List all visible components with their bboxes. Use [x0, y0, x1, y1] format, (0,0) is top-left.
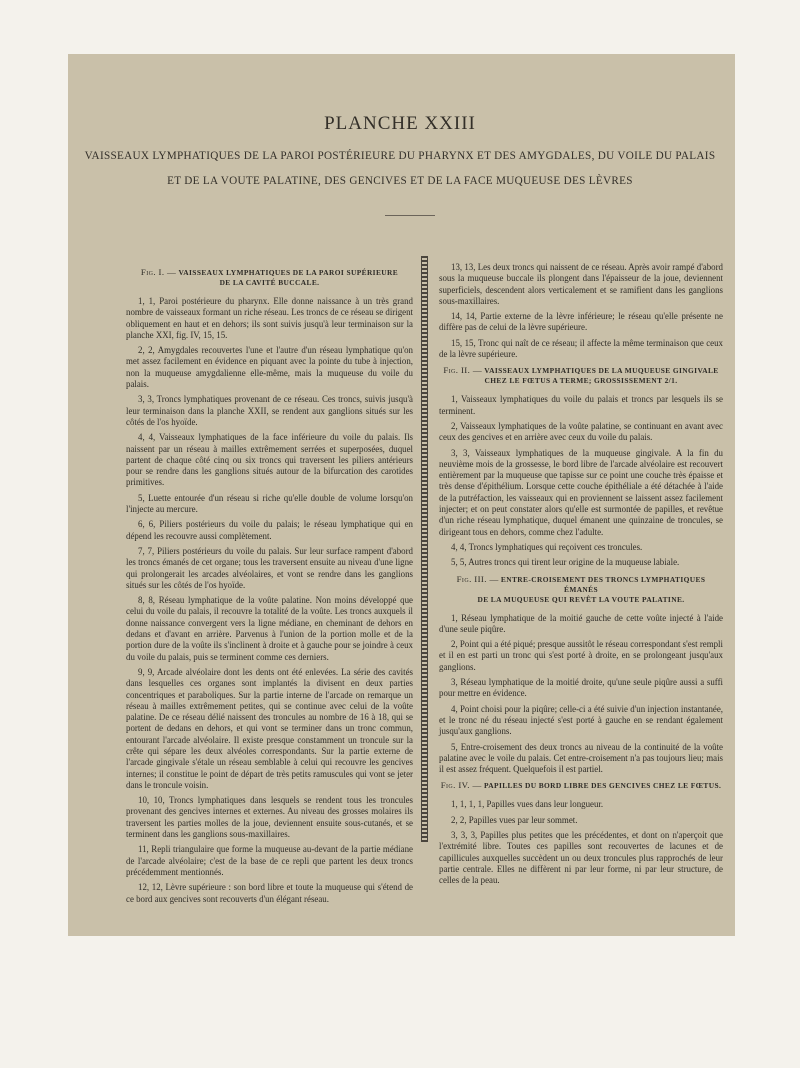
figure-4-heading [439, 780, 723, 791]
figure-2-item: 2, Vaisseaux lymphatiques de la voûte palatine, se continuant en avant avec ceux des gencives et en arrière avec ceux du voile du palais. [439, 420, 723, 443]
figure-3-item: 4, Point choisi pour la piqûre; celle-ci a été suivie d'un injection instantanée, et le tronc né du réseau injecté s'est porté à gauche en se rendant également jusqu'aux ganglions. [439, 703, 723, 737]
figure-4-item: 3, 3, 3, Papilles plus petites que les précédentes, et dont on n'aperçoit que l'extrémité libre. Toutes ces papilles sont recouvertes de lacunes et de capillicules auxquelles succèdent un ou deux troncules plus rapprochés de leur partie centrale. Elles ne diffèrent ni par leur forme, ni par leur structure, de celles de la peau. [439, 829, 723, 886]
figure-3-item: 5, Entre-croisement des deux troncs au niveau de la continuité de la voûte palatine avec le voile du palais. Cet entre-croisement n'a pas toujours lieu; mais il est assez fréquent. Quelquefois il est partiel. [439, 741, 723, 775]
figure-4-label: Fig. IV. — [440, 780, 482, 791]
figure-1-item: 6, 6, Piliers postérieurs du voile du palais; le réseau lymphatique qui en dépend les recouvre aussi complètement. [126, 519, 413, 541]
figure-3-item: 2, Point qui a été piqué; presque aussitôt le réseau correspondant s'est rempli et il en est parti un tronc qui s'est porté à droite, en se prolongeant jusqu'aux ganglions. [439, 639, 723, 672]
figure-1-item: 11, Repli triangulaire que forme la muqueuse au-devant de la partie médiane de l'arcade alvéolaire; c'est de la base de ce repli que partent les deux troncs précédemment mentionnés. [126, 844, 413, 877]
figure-2-item: 4, 4, Troncs lymphatiques qui reçoivent ces troncules. [451, 541, 643, 552]
figure-1-item: 2, 2, Amygdales recouvertes l'une et l'autre d'un réseau lymphatique qu'on met assez facilement en évidence en piquant avec la pointe du tube à injection, non la muqueuse amygdalienne elle-même, mais la muqueuse du voile du palais. [126, 345, 413, 390]
figure-1-item: 5, Luette entourée d'un réseau si riche qu'elle double de volume lorsqu'on l'injecte au mercure. [126, 492, 413, 515]
page-title: PLANCHE XXIII [324, 113, 476, 134]
figure-1-item-continued: 13, 13, Les deux troncs qui naissent de ce réseau. Après avoir rampé d'abord sous la muqueuse buccale ils plongent dans l'épaisseur de la joue, deviennent superficiels, descendent alors verticalement et se ramifient dans les ganglions sous-maxillaires. [439, 262, 723, 306]
figure-1-item: 12, 12, Lèvre supérieure : son bord libre et toute la muqueuse qui s'étend de ce bord aux gencives sont recouverts d'un élégant réseau. [126, 882, 413, 904]
figure-1-item: 8, 8, Réseau lymphatique de la voûte palatine. Non moins développé que celui du voile du palais, il recouvre la totalité de la voûte. Les troncs auxquels il donne naissance convergent vers la ligne médiane, en cheminant de dehors en dedans et d'avant en arrière. Parvenus à l'union de la portion molle et de la portion dure de la voûte ils s'inclinent à droite et à gauche pour se joindre à ceux du voile du palais, puis se terminent comme ces derniers. [126, 595, 413, 662]
figure-1-item-continued: 14, 14, Partie externe de la lèvre inférieure; le réseau qu'elle présente ne diffère pas de celui de la lèvre supérieure. [439, 311, 723, 333]
figure-1-title-a: VAISSEAUX LYMPHATIQUES DE LA PAROI SUPÉRIEURE [178, 268, 399, 277]
figure-2-item: 3, 3, Vaisseaux lymphatiques de la muqueuse gingivale. A la fin du neuvième mois de la grossesse, le bord libre de l'arcade alvéolaire est recouvert entièrement par la muqueuse que tapisse sur ce point une couche très épaisse et très dense d'épithélium. Lorsque cette couche épithéliale a été détachée à l'aide de la putréfaction, les vaisseaux qui en proviennent se laissent assez facilement injecter; et on peut constater alors qu'elle est surmontée de papilles, et revêtue d'un riche réseau lymphatique, duquel émanent une quinzaine de troncules, se dirigeant tous en dehors, comme chez l'adulte. [439, 447, 723, 537]
figure-1-item: 7, 7, Piliers postérieurs du voile du palais. Sur leur surface rampent d'abord les troncs émanés de cet organe; tous les traversent ensuite au niveau d'une ligne qui prolongerait les arcades alvéolaires, et vont se rendre dans les ganglions situés sur les côtés de l'os hyoïde. [126, 545, 413, 590]
figure-1-heading [126, 267, 413, 288]
right-column [439, 262, 723, 890]
figure-4-item: 2, 2, Papilles vues par leur sommet. [451, 814, 578, 825]
figure-2-item: 1, Vaisseaux lymphatiques du voile du palais et troncs par lesquels ils se terminent. [439, 394, 723, 416]
page-subtitle-line-1: VAISSEAUX LYMPHATIQUES DE LA PAROI POSTÉRIEURE DU PHARYNX ET DES AMYGDALES, DU VOILE DU PALAIS [84, 150, 716, 162]
figure-3-title-a: ENTRE-CROISEMENT DES TRONCS LYMPHATIQUES ÉMANÉS [500, 574, 706, 594]
figure-2-label: Fig. II. — [443, 365, 483, 376]
figure-1-item-continued: 15, 15, Tronc qui naît de ce réseau; il affecte la même terminaison que ceux de la lèvre supérieure. [439, 337, 723, 360]
ornamental-column-divider [421, 256, 428, 842]
left-column [126, 262, 413, 909]
figure-4-title-a: PAPILLES DU BORD LIBRE DES GENCIVES CHEZ LE FŒTUS. [483, 781, 722, 791]
figure-1-title-b: DE LA CAVITÉ BUCCALE. [219, 278, 320, 287]
figure-1-item: 10, 10, Troncs lymphatiques dans lesquels se rendent tous les troncules provenant des gencives internes et externes. Au niveau des grosses molaires ils traversent les parties molles de la joue, deviennent ensuite sous-cutanés, et se terminent dans les ganglions sous-maxillaires. [126, 795, 413, 840]
figure-4-item: 1, 1, 1, 1, Papilles vues dans leur longueur. [451, 799, 604, 810]
figure-3-label: Fig. III. — [456, 573, 499, 584]
figure-1-item: 1, 1, Paroi postérieure du pharynx. Elle donne naissance à un très grand nombre de vaisseaux formant un riche réseau. Les troncs de ce réseau se dirigent obliquement en haut et en dehors; ils sont suivis jusqu'à leur terminaison sur la planche XXI, fig. IV, 15, 15. [126, 296, 413, 340]
figure-1-item: 3, 3, Troncs lymphatiques provenant de ce réseau. Ces troncs, suivis jusqu'à leur terminaison dans la planche XXII, se rendent aux ganglions situés sur les côtés de l'os hyoïde. [126, 394, 413, 427]
figure-3-title-b: DE LA MUQUEUSE QUI REVÊT LA VOUTE PALATINE. [477, 594, 685, 604]
figure-2-heading [439, 365, 723, 386]
page-subtitle-line-2: ET DE LA VOUTE PALATINE, DES GENCIVES ET DE LA FACE MUQUEUSE DES LÈVRES [167, 175, 633, 187]
figure-1-item: 9, 9, Arcade alvéolaire dont les dents ont été enlevées. La série des cavités dans lesquelles ces organes sont implantés la divisent en deux parties concentriques et paraboliques. Sur la partie interne de l'arcade on remarque un réseau à mailles extrêmement petites, qui se continue avec celui de la voûte palatine. De ce réseau délié naissent des troncules au nombre de 16 à 18, qui se portent de dedans en dehors, et qui vont se terminer dans un tronc commun, entourant l'arcade alvéolaire. Il existe presque constamment un troncule sur la crête qui sépare les deux alvéoles correspondants. Sur la partie externe de l'arcade gingivale s'étale un réseau semblable à celui qui recouvre les gencives internes; il constitue le point de départ de très petits ramuscules qui vont se jeter dans le troncule voisin. [126, 666, 413, 790]
figure-3-item: 3, Réseau lymphatique de la moitié droite, qu'une seule piqûre aussi a suffi pour mettre en évidence. [439, 677, 723, 699]
figure-2-item: 5, 5, Autres troncs qui tirent leur origine de la muqueuse labiale. [451, 557, 680, 568]
figure-2-title-b: CHEZ LE FŒTUS A TERME; GROSSISSEMENT 2/1. [484, 376, 678, 386]
figure-3-item: 1, Réseau lymphatique de la moitié gauche de cette voûte injecté à l'aide d'une seule piqûre. [439, 612, 723, 634]
figure-1-label: Fig. I. — [140, 267, 177, 277]
figure-3-heading [439, 574, 723, 605]
figure-1-item: 4, 4, Vaisseaux lymphatiques de la face inférieure du voile du palais. Ils naissent par un réseau à mailles extrêmement serrées et superposées, duquel partent de chaque côté cinq ou six troncs qui traversent les piliers antérieurs pour se rendre dans les ganglions situés autour de la bifurcation des carotides primitives. [126, 432, 413, 488]
title-rule [385, 215, 435, 216]
figure-2-title-a: VAISSEAUX LYMPHATIQUES DE LA MUQUEUSE GINGIVALE [484, 366, 719, 376]
